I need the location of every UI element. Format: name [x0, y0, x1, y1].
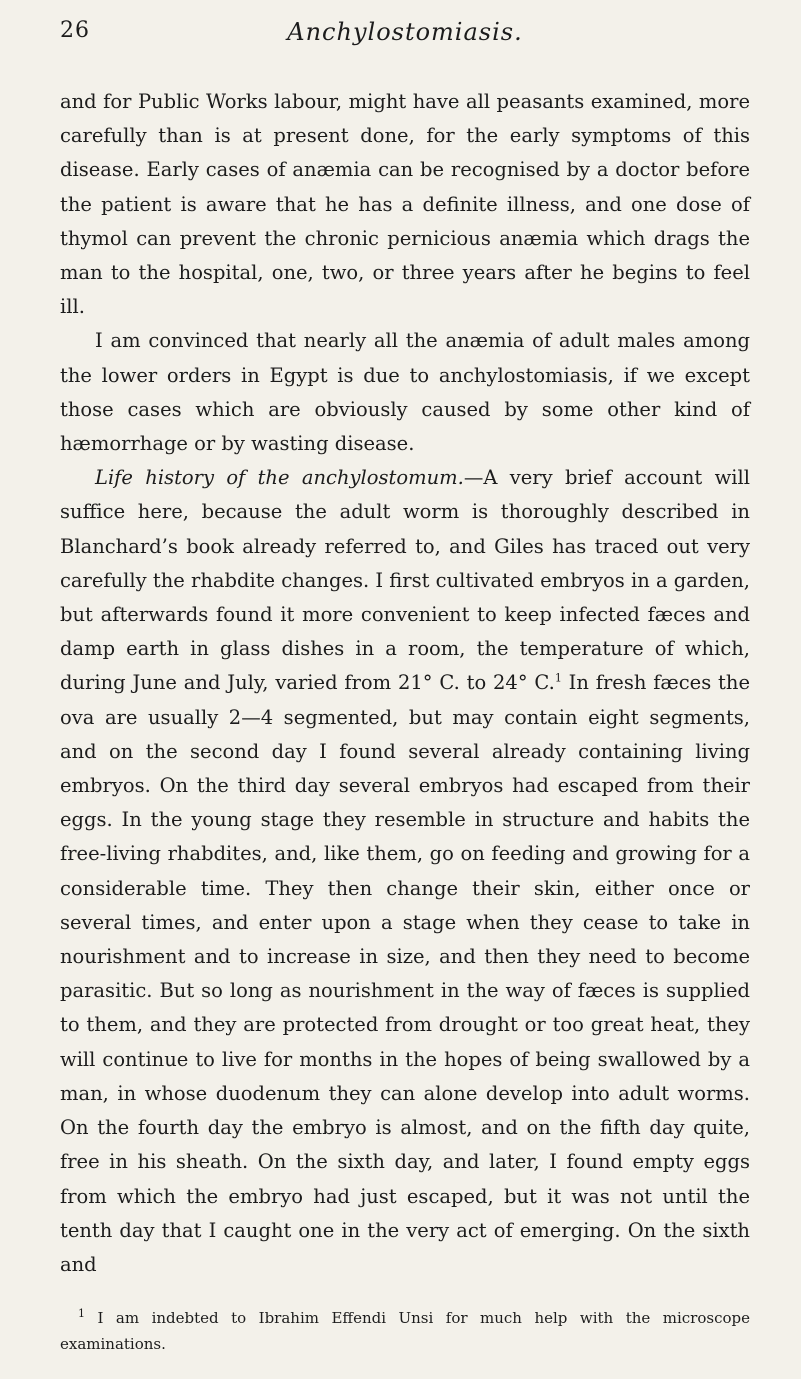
paragraph-1: and for Public Works labour, might have all peasants examined, more carefully than is at present done, for the early symptoms of this disease. Early cases of anæmia can be recognised by a doctor before the patient is aware that he has a definite illness, and one dose of thymol can prevent the chronic pernicious anæmia which drags the man to the hospital, one, two, or three years after he begins to feel ill.	[60, 90, 750, 319]
footnote-reference: 1	[554, 671, 562, 685]
section-heading-life-history: Life history of the anchylostomum.	[95, 466, 464, 490]
footnote	[60, 1305, 750, 1357]
running-title: Anchylostomiasis.	[287, 18, 523, 46]
page-header	[60, 18, 750, 58]
page-number: 26	[60, 18, 90, 43]
paragraph-2: I am convinced that nearly all the anæmia of adult males among the lower orders in Egypt is due to anchylostomiasis, if we except those cases which are obviously caused by some other kind of hæmorrhage or by wasting disease.	[60, 329, 750, 456]
paragraph-3	[60, 461, 750, 1282]
footnote-marker: 1	[78, 1307, 85, 1320]
body-text	[60, 85, 750, 1282]
footnote-text: I am indebted to Ibrahim Effendi Unsi for much help with the microscope examinations.	[60, 1309, 750, 1353]
paragraph-3-text-b: In fresh fæces the ova are usually 2—4 segmented, but may contain eight segments, and on the second day I found several already containing living embryos. On the third day several embryos had escaped from their eggs. In the young stage they resemble in structure and habits the free-living rhabdites, and, like them, go on feeding and growing for a considerable time. They then change their skin, either once or several times, and enter upon a stage when they cease to take in nourishment and to increase in size, and then they need to become parasitic. But so long as nourishment in the way of fæces is supplied to them, and they are protected from drought or too great heat, they will continue to live for months in the hopes of being swallowed by a man, in whose duodenum they can alone develop into adult worms. On the fourth day the embryo is almost, and on the fifth day quite, free in his sheath. On the sixth day, and later, I found empty eggs from which the embryo had just escaped, but it was not until the tenth day that I caught one in the very act of emerging. On the sixth and	[60, 671, 750, 1276]
paragraph-3-text-a: —A very brief account will suffice here, because the adult worm is thoroughly described in Blanchard’s book already referred to, and Giles has traced out very carefully the rhabdite changes. I first cultivated embryos in a garden, but afterwards found it more convenient to keep infected fæces and damp earth in glass dishes in a room, the temperature of which, during June and July, varied from 21° C. to 24° C.	[60, 466, 750, 695]
